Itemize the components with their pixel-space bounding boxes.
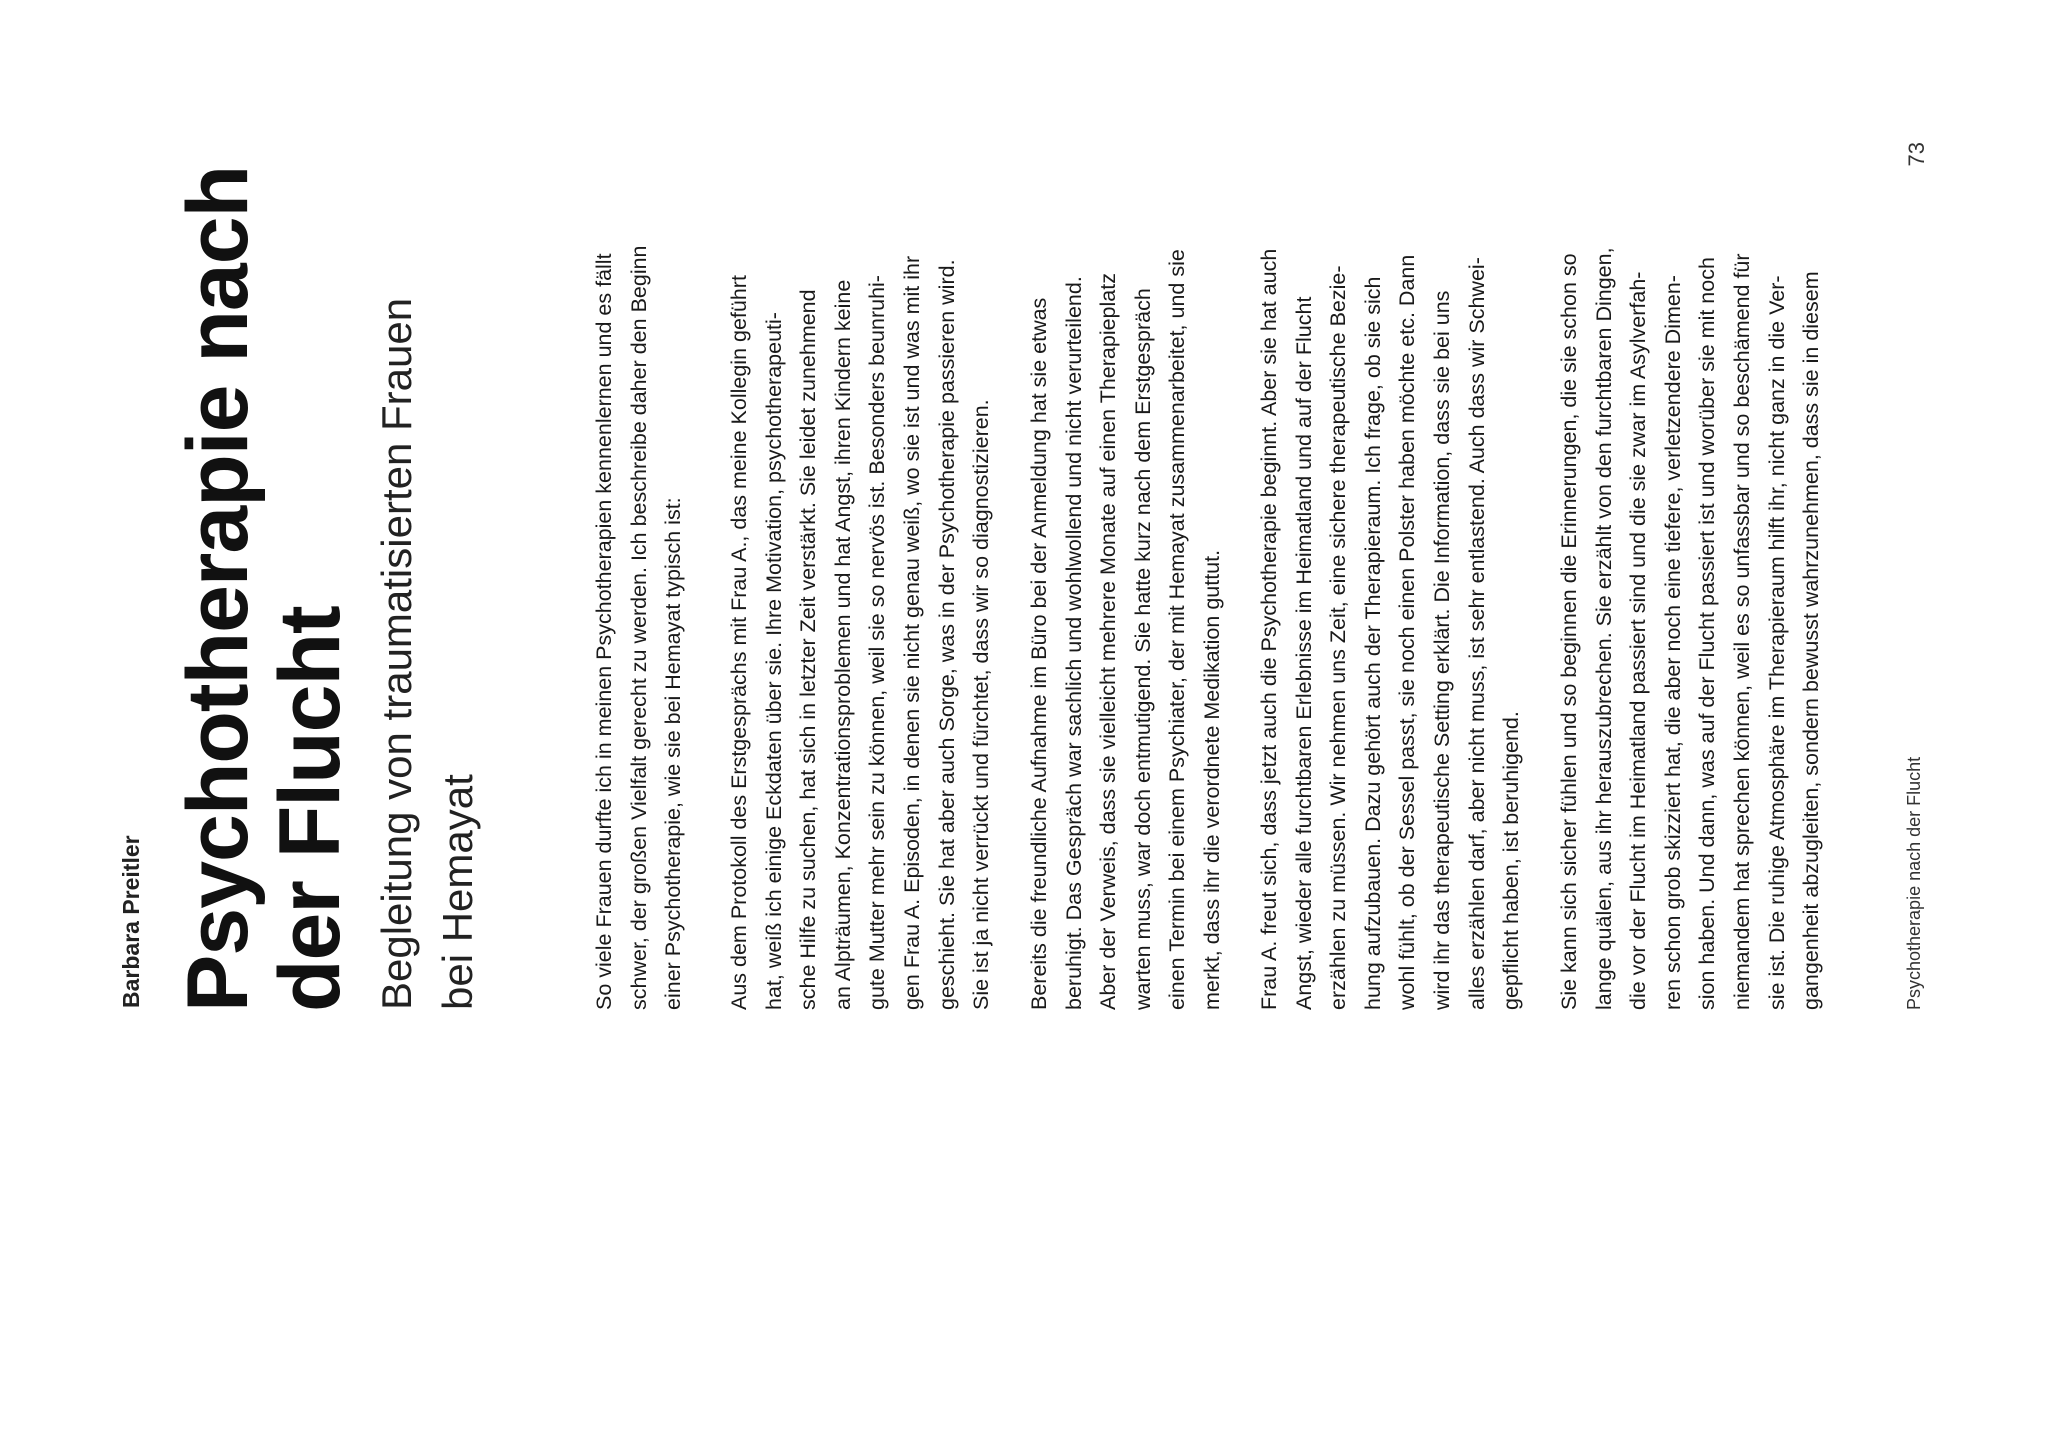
running-head: Psychotherapie nach der Flucht [1904, 756, 1924, 1010]
text-line: an Alpträumen, Konzentrationsproblemen und hat Angst, ihren Kindern keine [830, 279, 855, 1010]
paragraph-intro [587, 110, 691, 1010]
text-line: ren schon grob skizziert hat, die aber noch eine tiefere, verletzendere Dimen- [1660, 275, 1685, 1010]
text-line: die vor der Flucht im Heimatland passiert sind und die sie zwar im Asylverfah- [1626, 271, 1651, 1010]
text-line: Angst, wieder alle furchtbaren Erlebnisse im Heimatland und auf der Flucht [1291, 296, 1316, 1010]
author-name: Barbara Preitler [118, 835, 144, 1008]
paragraph-therapy-start [1252, 110, 1529, 1010]
title-line: der Flucht [262, 606, 358, 1012]
text-line: hat, weiß ich einige Eckdaten über sie. Ihre Motivation, psychotherapeuti- [761, 312, 786, 1010]
text-line: Aber der Verweis, dass sie vielleicht mehrere Monate auf einen Therapieplatz [1096, 273, 1121, 1010]
paragraph-protocol [722, 110, 999, 1010]
subtitle-line: Begleitung von traumatisierten Frauen [373, 297, 420, 1010]
text-line: lange quälen, aus ihr herauszubrechen. Sie erzählt von den furchtbaren Dingen, [1591, 247, 1616, 1010]
text-line: gangenheit abzugleiten, sondern bewusst wahrzunehmen, dass sie in diesem [1799, 271, 1824, 1010]
chapter-subtitle [366, 110, 488, 1010]
text-line: hung aufzubauen. Dazu gehört auch der Therapieraum. Ich frage, ob sie sich [1360, 276, 1385, 1010]
text-line: sche Hilfe zu suchen, hat sich in letzter Zeit verstärkt. Sie leidet zunehmend [796, 289, 821, 1010]
text-line: gute Mutter mehr sein zu können, weil sie so nervös ist. Besonders beunruhi- [865, 275, 890, 1010]
text-line: sion haben. Und dann, was auf der Flucht passiert ist und worüber sie mit noch [1695, 257, 1720, 1010]
text-line: gen Frau A. Episoden, in denen sie nicht genau weiß, wo sie ist und was mit ihr [899, 255, 924, 1010]
subtitle-line: bei Hemayat [434, 774, 481, 1010]
text-line: wohl fühlt, ob der Sessel passt, sie noch einen Polster haben möchte etc. Dann [1395, 254, 1420, 1010]
text-line: Sie ist ja nicht verrückt und fürchtet, dass wir so diagnostizieren. [969, 399, 994, 1010]
text-line: alles erzählen darf, aber nicht muss, ist sehr entlastend. Auch dass wir Schwei- [1464, 257, 1489, 1010]
paragraph-reception [1022, 110, 1230, 1010]
text-line: warten muss, war doch entmutigend. Sie hatte kurz nach dem Erstgespräch [1130, 288, 1155, 1010]
text-line: einer Psychotherapie, wie sie bei Hemayat typisch ist: [661, 497, 686, 1010]
text-line: beruhigt. Das Gespräch war sachlich und wohlwollend und nicht verurteilend. [1061, 276, 1086, 1010]
text-line: schwer, der großen Vielfalt gerecht zu werden. Ich beschreibe daher den Beginn [626, 245, 651, 1010]
text-line: So viele Frauen durfte ich in meinen Psychotherapien kennenlernen und es fällt [592, 253, 616, 1010]
text-line: erzählen zu müssen. Wir nehmen uns Zeit, eine sichere therapeutische Bezie- [1326, 265, 1351, 1010]
paragraph-memories [1552, 110, 1829, 1010]
text-line: Aus dem Protokoll des Erstgesprächs mit Frau A., das meine Kollegin geführt [727, 275, 751, 1010]
chapter-title [172, 112, 356, 1012]
text-line: einen Termin bei einem Psychiater, der mit Hemayat zusammenarbeitet, und sie [1165, 249, 1190, 1010]
text-line: merkt, dass ihr die verordnete Medikation guttut. [1199, 549, 1224, 1010]
text-line: Sie kann sich sicher fühlen und so beginnen die Erinnerungen, die sie schon so [1557, 253, 1581, 1010]
text-line: sie ist. Die ruhige Atmosphäre im Therapieraum hilft ihr, nicht ganz in die Ver- [1764, 275, 1789, 1010]
page-number: 73 [1904, 142, 1929, 167]
title-line: Psychotherapie nach [170, 165, 266, 1012]
text-line: niemandem hat sprechen können, weil es so unfassbar und so beschämend für [1729, 253, 1754, 1010]
text-line: Bereits die freundliche Aufnahme im Büro bei der Anmeldung hat sie etwas [1027, 297, 1051, 1010]
text-line: wird ihr das therapeutische Setting erklärt. Die Information, dass sie bei uns [1429, 290, 1454, 1010]
text-line: Frau A. freut sich, dass jetzt auch die Psychotherapie beginnt. Aber sie hat auch [1257, 248, 1281, 1010]
text-line: geschieht. Sie hat aber auch Sorge, was in der Psychotherapie passieren wird. [934, 259, 959, 1010]
text-line: gepflicht haben, ist beruhigend. [1499, 711, 1524, 1010]
